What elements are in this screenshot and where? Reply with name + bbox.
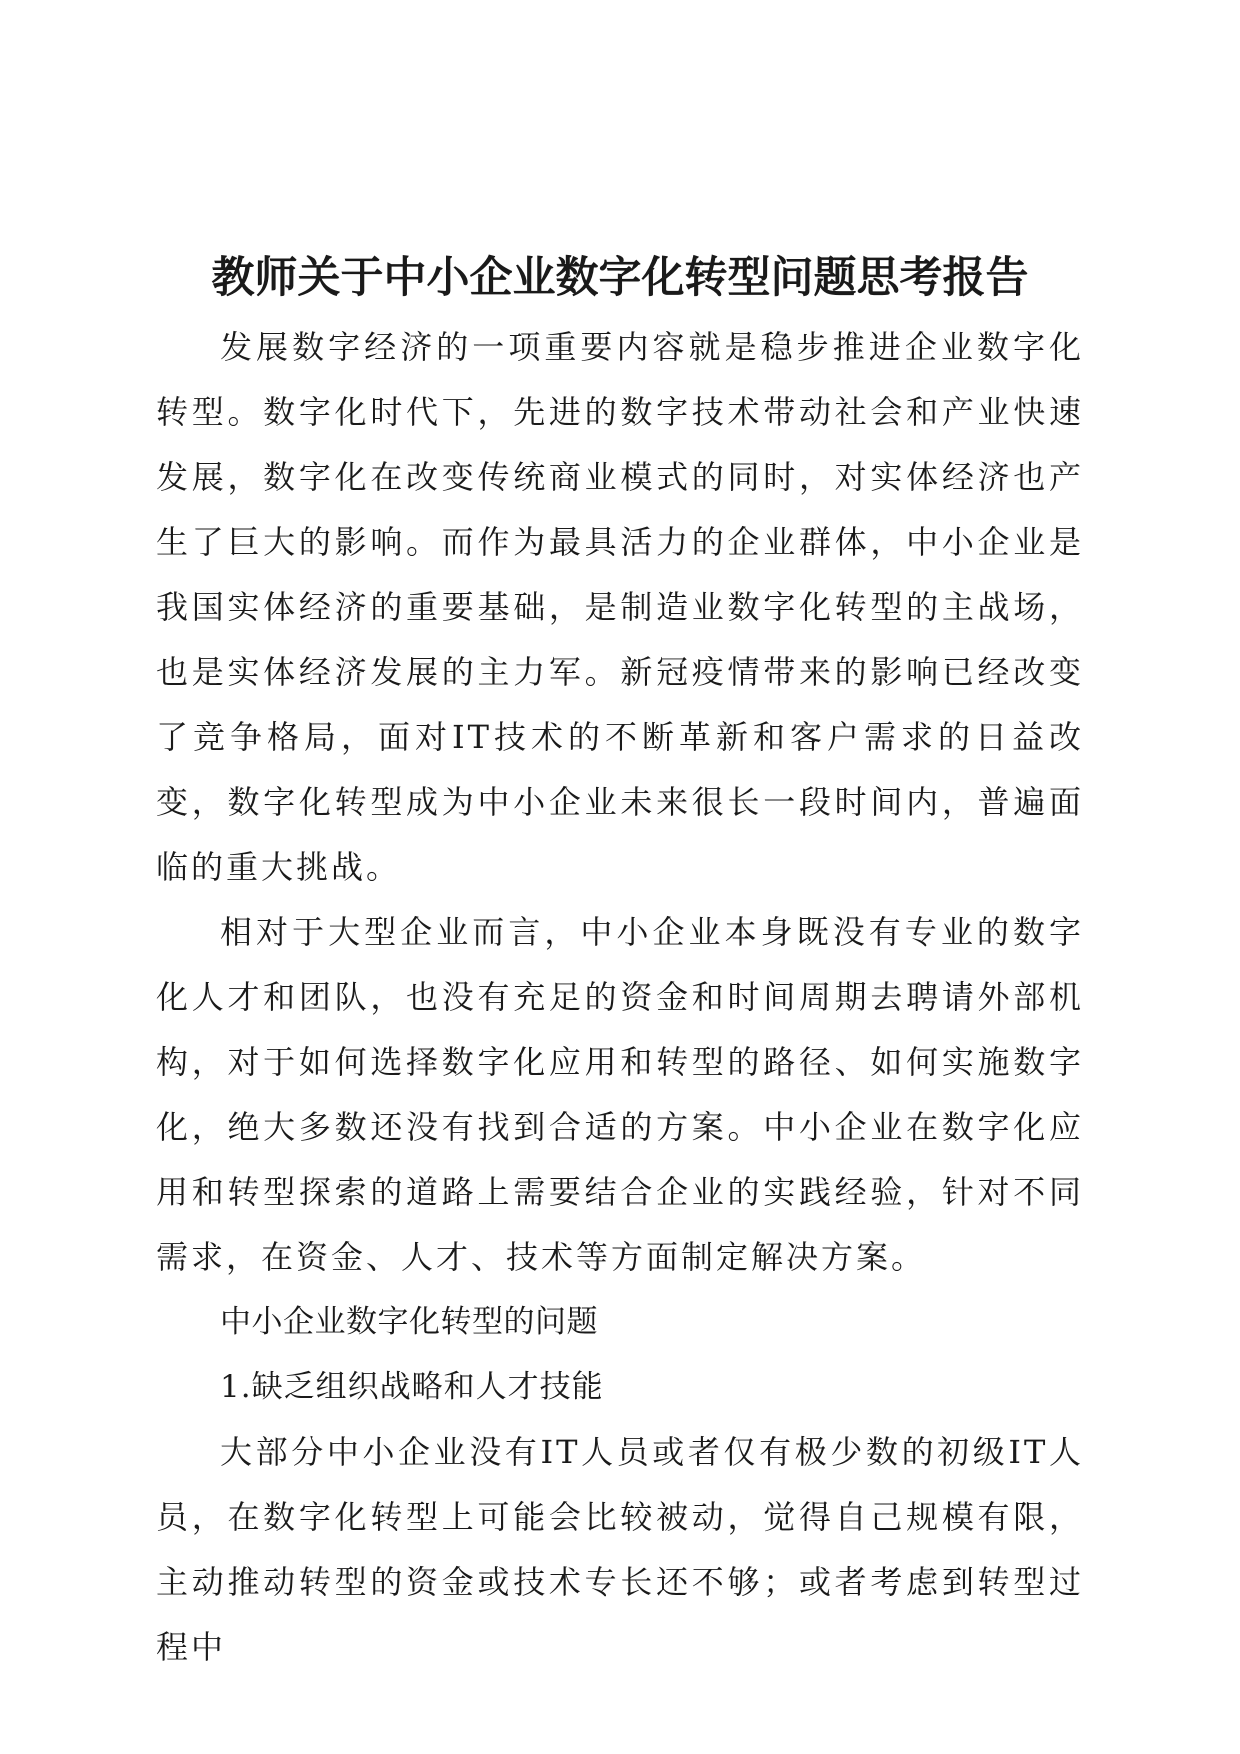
document-body bbox=[156, 315, 1084, 1680]
subsection-heading: 1.缺乏组织战略和人才技能 bbox=[220, 1369, 604, 1405]
section-heading: 中小企业数字化转型的问题 bbox=[220, 1304, 598, 1340]
body-paragraph-1: 发展数字经济的一项重要内容就是稳步推进企业数字化转型。数字化时代下，先进的数字技术带动社会和产业快速发展，数字化在改变传统商业模式的同时，对实体经济也产生了巨大的影响。而作为最具活力的企业群体，中小企业是我国实体经济的重要基础，是制造业数字化转型的主战场，也是实体经济发展的主力军。新冠疫情带来的影响已经改变了竞争格局，面对IT技术的不断革新和客户需求的日益改变，数字化转型成为中小企业未来很长一段时间内，普遍面临的重大挑战。 bbox=[156, 328, 1084, 886]
body-paragraph-3: 大部分中小企业没有IT人员或者仅有极少数的初级IT人员，在数字化转型上可能会比较被动，觉得自己规模有限，主动推动转型的资金或技术专长还不够；或者考虑到转型过程中 bbox=[156, 1433, 1084, 1666]
document-title: 教师关于中小企业数字化转型问题思考报告 bbox=[211, 253, 1029, 303]
body-paragraph-2: 相对于大型企业而言，中小企业本身既没有专业的数字化人才和团队，也没有充足的资金和时间周期去聘请外部机构，对于如何选择数字化应用和转型的路径、如何实施数字化，绝大多数还没有找到合适的方案。中小企业在数字化应用和转型探索的道路上需要结合企业的实践经验，针对不同需求，在资金、人才、技术等方面制定解决方案。 bbox=[156, 913, 1084, 1276]
